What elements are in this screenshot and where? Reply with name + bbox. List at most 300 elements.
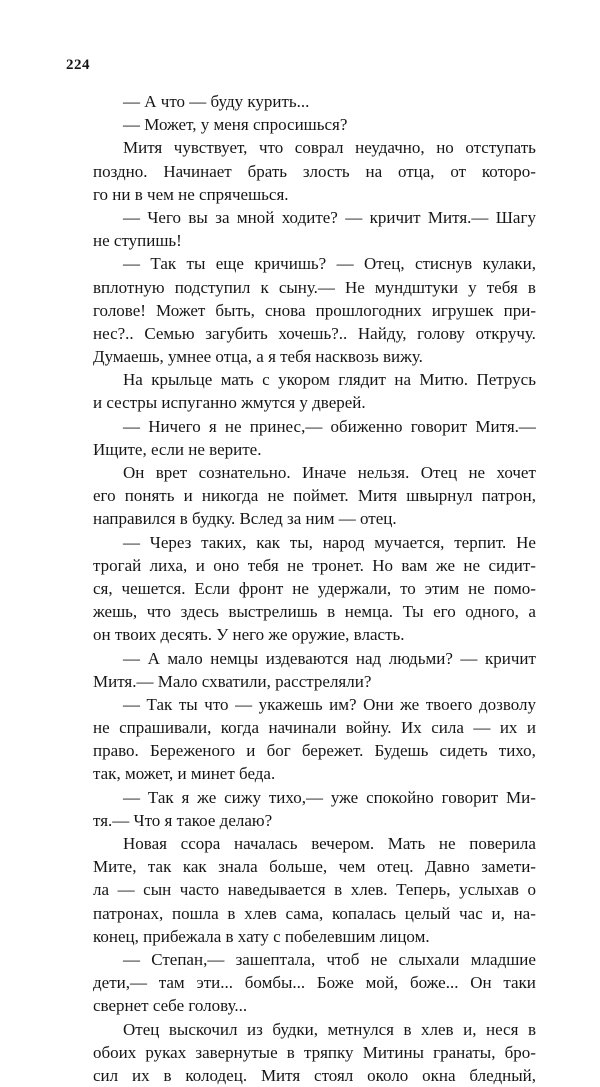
word: выскочил: [168, 1019, 238, 1039]
word: Степан,—: [151, 949, 225, 969]
word: слыхали: [398, 949, 460, 969]
line-text: конец, прибежала в хату с побелевшим лицом.: [93, 926, 430, 946]
word: копалась: [331, 903, 396, 923]
word: Ты: [402, 602, 424, 622]
word: поверила: [469, 834, 536, 853]
word: к: [260, 277, 269, 297]
text-line: [93, 925, 536, 948]
text-line: [93, 113, 536, 136]
word: немцы: [210, 648, 259, 668]
text-line: [93, 623, 536, 646]
word: Он: [470, 973, 492, 993]
word: обоих: [93, 1042, 137, 1062]
word: от: [450, 161, 467, 181]
word: и: [195, 555, 205, 575]
page-number: 224: [66, 57, 90, 73]
word: над: [355, 648, 382, 668]
word: —: [345, 207, 363, 227]
word: больше,: [269, 857, 328, 877]
word: чтоб: [326, 949, 360, 969]
word: тихо,—: [268, 787, 323, 807]
word: мать: [220, 370, 254, 390]
word: на: [394, 370, 411, 390]
word: чувствует,: [173, 138, 248, 158]
word: Отец: [123, 1019, 160, 1039]
word: этим: [424, 578, 460, 598]
word: твоего: [425, 694, 473, 714]
word: чешется.: [121, 578, 186, 598]
word: тебя: [486, 277, 518, 297]
word: же: [197, 787, 217, 807]
word: и: [526, 718, 536, 738]
word: Начинает: [163, 161, 232, 181]
word: и: [183, 486, 193, 506]
text-line: [93, 160, 536, 183]
line-text: тя.— Что я такое делаю?: [93, 810, 273, 830]
word: говорит: [441, 787, 499, 807]
line-text: Ищите, если не верите.: [93, 439, 262, 459]
word: в: [227, 903, 236, 923]
word: голове!: [93, 300, 146, 320]
word: оно: [213, 555, 240, 575]
word: Митя: [357, 486, 398, 506]
word: Давно: [424, 857, 470, 877]
text-line: [93, 948, 536, 971]
word: Но: [372, 555, 394, 575]
word: Не: [345, 277, 365, 297]
word: услыхав: [459, 880, 519, 900]
word: швырнул: [406, 486, 473, 506]
line-text: так, может, и минет беда.: [93, 764, 276, 784]
word: Они: [363, 694, 394, 714]
text-line: [93, 438, 536, 461]
word: их: [499, 718, 518, 738]
word: лиха,: [149, 555, 188, 575]
word: сыну.—: [278, 277, 335, 297]
word: кулаки,: [482, 254, 536, 274]
word: мучается,: [374, 532, 445, 552]
word: Семью: [144, 323, 195, 343]
word: Не: [516, 532, 536, 552]
word: тронет.: [312, 555, 364, 575]
word: наведывается: [227, 880, 326, 900]
line-text: — Может, у меня спросишься?: [123, 115, 348, 135]
word: не: [370, 949, 388, 969]
word: снова: [265, 300, 306, 320]
word: спокойно: [366, 787, 434, 807]
word: ссора: [180, 834, 221, 853]
word: патронах,: [93, 903, 164, 923]
word: неудачно,: [355, 138, 425, 158]
text-line: [93, 368, 536, 391]
word: Митю.: [419, 370, 469, 390]
word: в: [403, 1019, 412, 1039]
text-line: [93, 415, 536, 438]
word: ты: [186, 254, 206, 274]
text-line: [93, 786, 536, 809]
word: на-: [513, 903, 536, 923]
line-text: свернет себе голову...: [93, 996, 248, 1016]
word: Теперь,: [396, 880, 451, 900]
word: тряпку: [303, 1042, 354, 1062]
word: помо-: [493, 578, 536, 598]
word: Мите,: [93, 857, 137, 877]
word: Найду,: [357, 323, 407, 343]
word: брать: [247, 161, 287, 181]
word: ты: [178, 694, 198, 714]
word: откручу.: [475, 323, 536, 343]
word: кричит: [369, 207, 421, 227]
word: мой,: [365, 973, 399, 993]
text-line: [93, 739, 536, 762]
word: младшие: [470, 949, 536, 969]
word: ходите?: [281, 207, 338, 227]
text-line: [93, 1018, 536, 1041]
text-line: [93, 299, 536, 322]
word: кричит: [484, 648, 536, 668]
word: руках: [145, 1042, 187, 1062]
word: не: [468, 578, 485, 598]
word: в: [527, 277, 536, 297]
word: знала: [218, 857, 258, 877]
text-line: [93, 600, 536, 623]
word: трогай: [93, 555, 142, 575]
word: дозволу: [478, 694, 536, 714]
word: тихо,: [498, 741, 536, 761]
word: в: [286, 1042, 295, 1062]
word: начинали: [268, 718, 337, 738]
word: кричишь?: [254, 254, 327, 274]
word: так: [147, 857, 172, 877]
word: час: [459, 903, 483, 923]
word: злость: [302, 161, 350, 181]
word: не: [292, 578, 309, 598]
word: голову: [417, 323, 465, 343]
word: издеваются: [265, 648, 349, 668]
word: Береженого: [150, 741, 236, 761]
word: укором: [278, 370, 330, 390]
word: при-: [503, 300, 536, 320]
word: —: [123, 532, 140, 552]
text-line: [93, 507, 536, 530]
word: глядит: [338, 370, 386, 390]
word: сын: [143, 880, 172, 900]
word: и: [246, 741, 256, 761]
word: здесь: [180, 602, 219, 622]
text-line: [93, 971, 536, 994]
word: Боже: [316, 973, 354, 993]
word: —: [460, 648, 478, 668]
word: в: [527, 1019, 536, 1039]
word: одного,: [465, 602, 519, 622]
word: принес,—: [249, 416, 323, 436]
word: сидеть: [439, 741, 488, 761]
word: и,: [491, 903, 505, 923]
word: Через: [149, 532, 192, 552]
word: Митя.—: [475, 416, 536, 436]
word: укажешь: [258, 694, 323, 714]
word: —: [473, 718, 491, 738]
word: у: [468, 277, 477, 297]
word: Будешь: [374, 741, 429, 761]
text-line: [93, 762, 536, 785]
word: Если: [194, 578, 230, 598]
text-line: [93, 461, 536, 484]
word: говорит: [410, 416, 468, 436]
word: хочет: [496, 463, 536, 482]
line-text: направился в будку. Вслед за ним — отец.: [93, 509, 397, 529]
word: мной: [236, 207, 275, 227]
word: Шагу: [495, 207, 536, 227]
word: с: [262, 370, 270, 390]
line-text: го ни в чем не спрячешься.: [93, 184, 289, 204]
word: же: [400, 694, 420, 714]
word: тебя: [247, 555, 279, 575]
word: крыльце: [151, 370, 213, 390]
word: я: [181, 787, 190, 807]
text-line: [93, 391, 536, 414]
word: Их: [401, 718, 422, 738]
word: его: [93, 486, 116, 506]
word: началась: [234, 834, 298, 853]
word: сознательно.: [198, 463, 291, 482]
word: боже...: [409, 973, 459, 993]
word: уже: [330, 787, 359, 807]
word: фронт: [238, 578, 284, 598]
word: там: [158, 973, 185, 993]
word: отца,: [397, 161, 435, 181]
word: на: [365, 161, 383, 181]
word: таки: [503, 973, 536, 993]
text-line: [93, 716, 536, 739]
line-text: — А что — буду курить...: [123, 92, 310, 111]
word: гранаты,: [433, 1042, 496, 1062]
word: сил: [93, 1065, 119, 1085]
word: подступил: [174, 277, 251, 297]
word: замети-: [481, 857, 536, 877]
word: Мать: [387, 834, 426, 853]
text-line: [93, 878, 536, 901]
word: выстрелишь: [228, 602, 318, 622]
word: быть,: [215, 300, 255, 320]
word: обиженно: [330, 416, 403, 436]
word: из: [246, 1019, 263, 1039]
word: не: [287, 555, 304, 575]
text-line: [93, 183, 536, 206]
word: эти...: [196, 973, 234, 993]
text-line: [93, 832, 536, 855]
word: терпит.: [454, 532, 507, 552]
text-line: [93, 322, 536, 345]
word: отец.: [376, 857, 414, 877]
text-line: [93, 994, 536, 1017]
word: и,: [463, 1019, 477, 1039]
word: право.: [93, 741, 139, 761]
word: удержали,: [317, 578, 392, 598]
word: бро-: [504, 1042, 536, 1062]
word: чем: [338, 857, 366, 877]
word: Ми-: [506, 787, 536, 807]
word: мало: [167, 648, 203, 668]
text-line: [93, 229, 536, 252]
line-text: Митя.— Мало схватили, расстреляли?: [93, 671, 372, 691]
word: что: [258, 138, 284, 158]
text-line: [93, 252, 536, 275]
word: —: [235, 694, 253, 714]
word: хлев: [421, 1019, 454, 1039]
word: немца.: [344, 602, 394, 622]
word: А: [147, 648, 160, 668]
word: таких,: [201, 532, 247, 552]
word: никогда: [201, 486, 259, 506]
word: —: [123, 949, 140, 969]
word: сижу: [224, 787, 261, 807]
line-text: Думаешь, умнее отца, а я тебя насквозь вижу.: [93, 347, 423, 367]
text-line: [93, 206, 536, 229]
word: жешь,: [93, 602, 138, 622]
word: ла: [93, 880, 110, 900]
word: бог: [266, 741, 291, 761]
word: народ: [322, 532, 365, 552]
word: прошлогодних: [315, 300, 422, 320]
text-line: [93, 1041, 536, 1064]
word: о: [527, 880, 536, 900]
text-line: [93, 90, 536, 113]
word: Ничего: [148, 416, 201, 436]
word: —: [123, 648, 140, 668]
word: Иначе: [302, 463, 347, 482]
word: Отец,: [363, 254, 405, 274]
word: в: [334, 880, 343, 900]
word: загубить: [205, 323, 268, 343]
word: еще: [215, 254, 244, 274]
text-line: [93, 484, 536, 507]
word: когда: [220, 718, 259, 738]
word: нельзя.: [357, 463, 410, 482]
word: Митя.—: [427, 207, 489, 227]
word: —: [123, 416, 140, 436]
word: поздно.: [93, 161, 148, 181]
text-line: [93, 136, 536, 159]
word: спрашивали,: [119, 718, 212, 738]
word: врет: [155, 463, 188, 482]
word: метнулся: [327, 1019, 394, 1039]
word: их: [132, 1065, 150, 1085]
word: целый: [404, 903, 451, 923]
word: вечером.: [311, 834, 375, 853]
word: как: [182, 857, 207, 877]
word: стиснув: [414, 254, 473, 274]
word: вплотную: [93, 277, 165, 297]
word: соврал: [294, 138, 344, 158]
word: вы: [188, 207, 208, 227]
word: Митя: [260, 1065, 301, 1085]
word: —: [123, 694, 140, 714]
word: пошла: [171, 903, 219, 923]
word: то: [400, 578, 416, 598]
word: Он: [123, 463, 145, 482]
word: Митины: [362, 1042, 424, 1062]
word: вам: [401, 555, 428, 575]
line-text: он твоих десять. У него же оружие, власть.: [93, 625, 405, 645]
word: будки,: [272, 1019, 319, 1039]
word: мундштуки: [374, 277, 459, 297]
word: зашептала,: [235, 949, 316, 969]
word: не: [93, 718, 110, 738]
word: Отец: [420, 463, 458, 482]
word: около: [367, 1065, 409, 1085]
text-line: [93, 345, 536, 368]
word: людьми?: [388, 648, 453, 668]
word: не: [267, 486, 285, 506]
word: Чего: [147, 207, 182, 227]
word: сама,: [285, 903, 324, 923]
text-line: [93, 902, 536, 925]
word: —: [123, 254, 140, 274]
word: понять: [124, 486, 175, 506]
word: отступать: [465, 138, 536, 158]
word: дети,—: [93, 973, 147, 993]
word: им?: [329, 694, 357, 714]
word: Может: [156, 300, 206, 320]
text-line: [93, 1064, 536, 1087]
word: сила: [431, 718, 464, 738]
word: поймет.: [293, 486, 349, 506]
text-line: [93, 693, 536, 716]
word: стоял: [314, 1065, 354, 1085]
text-line: [93, 577, 536, 600]
word: игрушек: [431, 300, 494, 320]
word: Новая: [123, 834, 167, 853]
word: что: [204, 694, 229, 714]
word: —: [123, 787, 140, 807]
word: я: [208, 416, 217, 436]
word: —: [117, 880, 135, 900]
word: хлев: [244, 903, 277, 923]
word: не: [224, 416, 242, 436]
text-line: [93, 554, 536, 577]
word: Так: [150, 254, 177, 274]
word: а: [528, 602, 536, 622]
word: сидит-: [488, 555, 536, 575]
word: —: [123, 207, 140, 227]
text-line: [93, 647, 536, 670]
word: ты,: [289, 532, 313, 552]
word: Петрусь: [476, 370, 536, 390]
word: ся,: [93, 578, 113, 598]
word: в: [327, 602, 336, 622]
body-text: [93, 90, 536, 1087]
line-text: и сестры испуганно жмутся у дверей.: [93, 393, 366, 413]
word: что: [146, 602, 171, 622]
word: —: [336, 254, 354, 274]
word: На: [123, 370, 143, 390]
word: Митя: [123, 138, 163, 158]
word: окна: [422, 1065, 456, 1085]
word: колодец.: [185, 1065, 248, 1085]
word: неся: [485, 1019, 519, 1039]
word: бережет.: [301, 741, 364, 761]
word: же: [435, 555, 455, 575]
word: не: [468, 463, 486, 482]
word: хочешь?..: [278, 323, 348, 343]
word: как: [256, 532, 281, 552]
word: войну.: [345, 718, 392, 738]
word: в: [163, 1065, 172, 1085]
word: Так: [147, 787, 174, 807]
word: за: [215, 207, 230, 227]
word: нес?..: [93, 323, 134, 343]
